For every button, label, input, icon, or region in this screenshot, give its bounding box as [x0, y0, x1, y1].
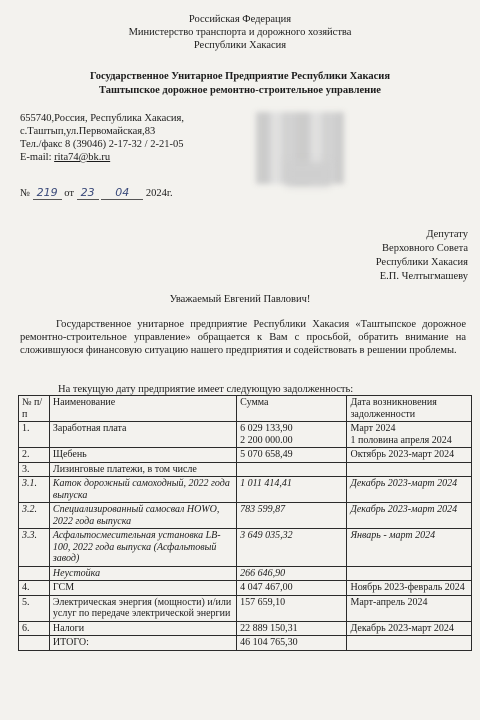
row-number: [19, 636, 50, 651]
row-date: [347, 636, 472, 651]
row-sum: 1 011 414,41: [237, 477, 347, 503]
table-row: [19, 566, 472, 581]
row-sum: 22 889 150,31: [237, 621, 347, 636]
recipient-line2: Верховного Совета: [382, 243, 468, 254]
row-sum: 3 649 035,32: [237, 529, 347, 567]
row-date: Декабрь 2023-март 2024: [347, 503, 472, 529]
table-intro: На текущую дату предприятие имеет следующую задолженность:: [58, 384, 354, 395]
number-label: №: [20, 188, 31, 199]
redacted-area-lower: [286, 162, 330, 186]
row-name: ГСМ: [49, 581, 236, 596]
row-sum: 46 104 765,30: [237, 636, 347, 651]
row-sum: 5 070 658,49: [237, 448, 347, 463]
row-name: Заработная плата: [49, 422, 236, 448]
row-date: Март 2024 1 половина апреля 2024: [347, 422, 472, 448]
table-row: [19, 503, 472, 529]
debt-table-header: [19, 396, 472, 422]
row-number: 6.: [19, 621, 50, 636]
row-date: [347, 566, 472, 581]
row-date: Март-апрель 2024: [347, 595, 472, 621]
row-date: Октябрь 2023-март 2024: [347, 448, 472, 463]
recipient-line3: Республики Хакасия: [375, 257, 468, 268]
letterhead-ministry: Министерство транспорта и дорожного хозяйства: [128, 27, 352, 38]
org-name-line1: Государственное Унитарное Предприятие Республики Хакасия: [89, 71, 391, 82]
table-row: [19, 477, 472, 503]
recipient-line4: Е.П. Челтыгмашеву: [379, 271, 468, 282]
row-number: 5.: [19, 595, 50, 621]
letterhead-republic: Республики Хакасия: [193, 40, 287, 51]
header-date: Дата возникновения задолженности: [347, 396, 472, 422]
date-from-label: от: [64, 188, 74, 199]
outgoing-number: 219: [33, 186, 62, 200]
row-sum: 157 659,10: [237, 595, 347, 621]
row-sum: 266 646,90: [237, 566, 347, 581]
row-number: 1.: [19, 422, 50, 448]
recipient-block: [376, 228, 468, 284]
address-line1: 655740,Россия, Республика Хакасия,: [20, 113, 184, 124]
row-date: Январь - март 2024: [347, 529, 472, 567]
address-line2: с.Таштып,ул.Первомайская,83: [20, 126, 156, 137]
address-phone: Тел./факс 8 (39046) 2-17-32 / 2-21-05: [20, 139, 184, 150]
row-number: 3.2.: [19, 503, 50, 529]
row-sum: 783 599,87: [237, 503, 347, 529]
row-number: 4.: [19, 581, 50, 596]
table-row: [19, 581, 472, 596]
table-row: [19, 621, 472, 636]
row-name: Асфальтосмесительная установка LB-100, 2022 года выпуска (Асфальтовый завод): [49, 529, 236, 567]
row-name: Щебень: [49, 448, 236, 463]
table-row: [19, 636, 472, 651]
debt-table-body: [19, 422, 472, 651]
table-row: [19, 462, 472, 477]
outgoing-number-line: [20, 186, 173, 201]
row-date: Ноябрь 2023-февраль 2024: [347, 581, 472, 596]
row-name: Электрическая энергия (мощности) и/или услуг по передаче электрической энергии: [49, 595, 236, 621]
table-row: [19, 595, 472, 621]
outgoing-day: 23: [77, 186, 99, 200]
row-date: [347, 462, 472, 477]
letterhead-country: Российская Федерация: [188, 14, 292, 25]
row-number: 3.: [19, 462, 50, 477]
row-name: ИТОГО:: [49, 636, 236, 651]
table-row: [19, 422, 472, 448]
table-row: [19, 448, 472, 463]
row-number: 2.: [19, 448, 50, 463]
row-date: Декабрь 2023-март 2024: [347, 621, 472, 636]
address-email-row: [20, 151, 110, 164]
greeting: Уважаемый Евгений Павлович!: [169, 294, 311, 305]
email-link[interactable]: rita74@bk.ru: [54, 152, 111, 163]
row-sum: 6 029 133,90 2 200 000.00: [237, 422, 347, 448]
debt-table: [18, 395, 472, 651]
row-sum: [237, 462, 347, 477]
recipient-line1: Депутату: [426, 229, 468, 240]
email-label: E-mail:: [20, 152, 55, 163]
header-sum: Сумма: [237, 396, 347, 422]
table-row: [19, 529, 472, 567]
row-name: Налоги: [49, 621, 236, 636]
row-date: Декабрь 2023-март 2024: [347, 477, 472, 503]
row-name: Специализированный самосвал HOWO, 2022 года выпуска: [49, 503, 236, 529]
outgoing-year: 2024г.: [145, 188, 173, 199]
org-name-line2: Таштыпское дорожное ремонтно-строительное управление: [99, 85, 381, 96]
body-paragraph: Государственное унитарное предприятие Республики Хакасия «Таштыпское дорожное ремонтно-строительное управление» обращается к Вам с просьбой, обратить внимание на сложившуюся финансовую ситуацию нашего предприятия и содействовать в решении проблемы.: [20, 319, 466, 356]
header-name: Наименование: [49, 396, 236, 422]
row-name: Лизинговые платежи, в том числе: [49, 462, 236, 477]
row-number: 3.3.: [19, 529, 50, 567]
row-name: Неустойка: [49, 566, 236, 581]
outgoing-month: 04: [101, 186, 143, 200]
row-sum: 4 047 467,00: [237, 581, 347, 596]
row-number: [19, 566, 50, 581]
row-number: 3.1.: [19, 477, 50, 503]
header-number: № п/п: [19, 396, 50, 422]
row-name: Каток дорожный самоходный, 2022 года выпуска: [49, 477, 236, 503]
